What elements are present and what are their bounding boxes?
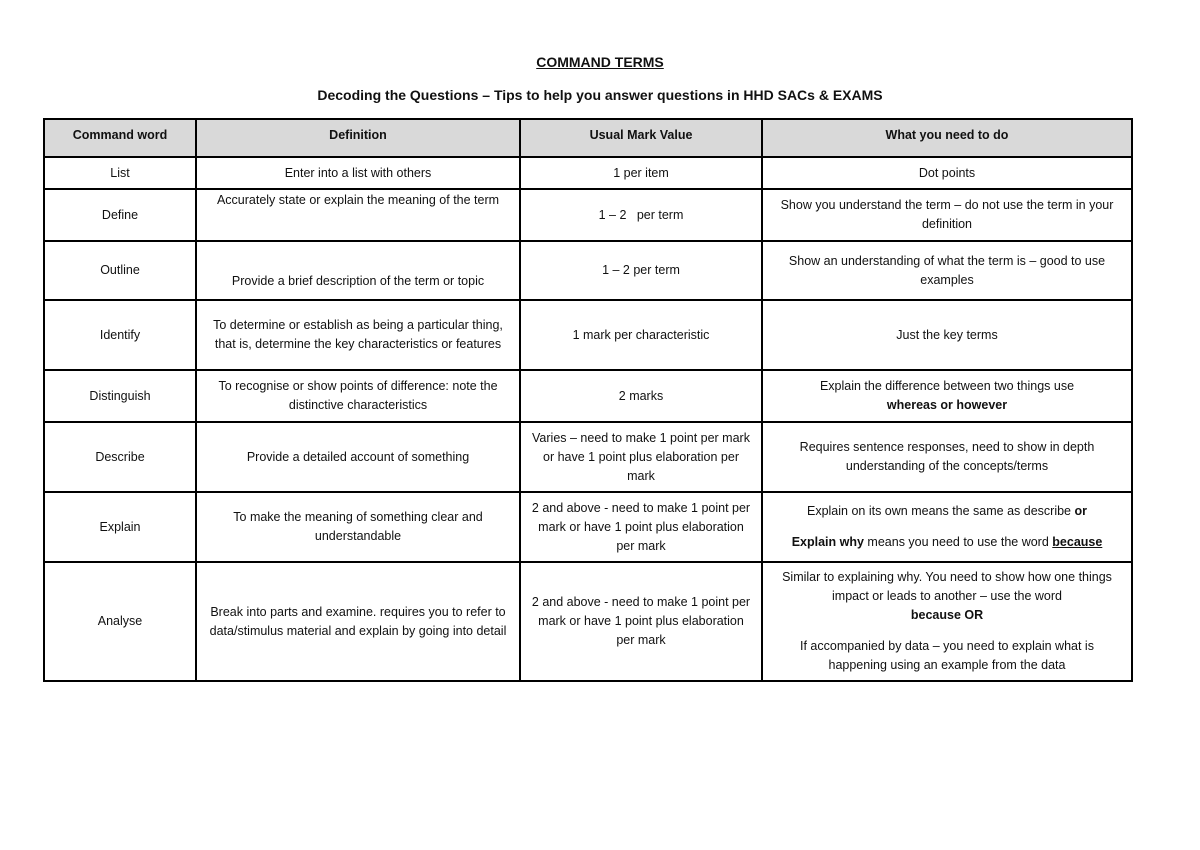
document-title: COMMAND TERMS (536, 54, 664, 70)
command-word-cell: Identify (44, 300, 196, 370)
mark-value-cell: 1 – 2 per term (520, 189, 762, 241)
todo-keyword-explain-why: Explain why (791, 535, 864, 549)
todo-text: Explain the difference between two things use (819, 379, 1075, 393)
definition-cell: Provide a brief description of the term or topic (196, 241, 520, 300)
todo-keywords: whereas or however (886, 398, 1008, 412)
table-row (44, 492, 1132, 562)
command-word-cell: Describe (44, 422, 196, 492)
header-mark-value: Usual Mark Value (520, 119, 762, 157)
command-word-cell: Outline (44, 241, 196, 300)
document-subtitle: Decoding the Questions – Tips to help you answer questions in HHD SACs & EXAMS (317, 87, 883, 103)
table-row (44, 300, 1132, 370)
todo-keyword-because: because (1052, 535, 1103, 549)
command-word-cell: Explain (44, 492, 196, 562)
definition-cell: To recognise or show points of difference: note the distinctive characteristics (196, 370, 520, 422)
todo-keyword-or: or (1074, 504, 1087, 518)
what-to-do-cell: Requires sentence responses, need to show in depth understanding of the concepts/terms (762, 422, 1132, 492)
what-to-do-cell: Dot points (762, 157, 1132, 189)
command-word-cell: List (44, 157, 196, 189)
what-to-do-cell (762, 492, 1132, 562)
what-to-do-cell (762, 562, 1132, 681)
mark-value-cell: 1 mark per characteristic (520, 300, 762, 370)
todo-keyword-because-or: because OR (910, 608, 984, 622)
table-row (44, 562, 1132, 681)
mark-value-cell: 2 and above - need to make 1 point per mark or have 1 point plus elaboration per mark (520, 562, 762, 681)
header-definition: Definition (196, 119, 520, 157)
definition-cell: To make the meaning of something clear and understandable (196, 492, 520, 562)
mark-value-cell: 1 – 2 per term (520, 241, 762, 300)
todo-text: Similar to explaining why. You need to show how one things impact or leads to another – use the word (782, 570, 1112, 603)
mark-value-cell: 2 and above - need to make 1 point per mark or have 1 point plus elaboration per mark (520, 492, 762, 562)
table-row (44, 241, 1132, 300)
todo-paragraph: If accompanied by data – you need to explain what is happening using an example from the data (800, 639, 1094, 672)
todo-paragraph (771, 568, 1123, 625)
command-terms-table (43, 118, 1133, 682)
mark-value-cell: 2 marks (520, 370, 762, 422)
what-to-do-cell: Just the key terms (762, 300, 1132, 370)
table-header-row (44, 119, 1132, 157)
definition-cell: Accurately state or explain the meaning of the term (196, 189, 520, 241)
command-word-cell: Analyse (44, 562, 196, 681)
header-what-to-do: What you need to do (762, 119, 1132, 157)
table-row (44, 189, 1132, 241)
table-row (44, 370, 1132, 422)
definition-cell: Break into parts and examine. requires you to refer to data/stimulus material and explain by going into detail (196, 562, 520, 681)
mark-value-cell: 1 per item (520, 157, 762, 189)
what-to-do-cell: Show an understanding of what the term is – good to use examples (762, 241, 1132, 300)
definition-cell: Enter into a list with others (196, 157, 520, 189)
definition-cell: Provide a detailed account of something (196, 422, 520, 492)
todo-text: means you need to use the word (867, 535, 1049, 549)
command-word-cell: Define (44, 189, 196, 241)
what-to-do-cell: Show you understand the term – do not use the term in your definition (762, 189, 1132, 241)
mark-value-cell: Varies – need to make 1 point per mark or have 1 point plus elaboration per mark (520, 422, 762, 492)
table-row (44, 422, 1132, 492)
header-command-word: Command word (44, 119, 196, 157)
table-row (44, 157, 1132, 189)
command-word-cell: Distinguish (44, 370, 196, 422)
todo-paragraph (771, 533, 1123, 552)
definition-cell: To determine or establish as being a particular thing, that is, determine the key characteristics or features (196, 300, 520, 370)
todo-text: Explain on its own means the same as describe (806, 504, 1072, 518)
what-to-do-cell (762, 370, 1132, 422)
todo-paragraph (771, 502, 1123, 521)
